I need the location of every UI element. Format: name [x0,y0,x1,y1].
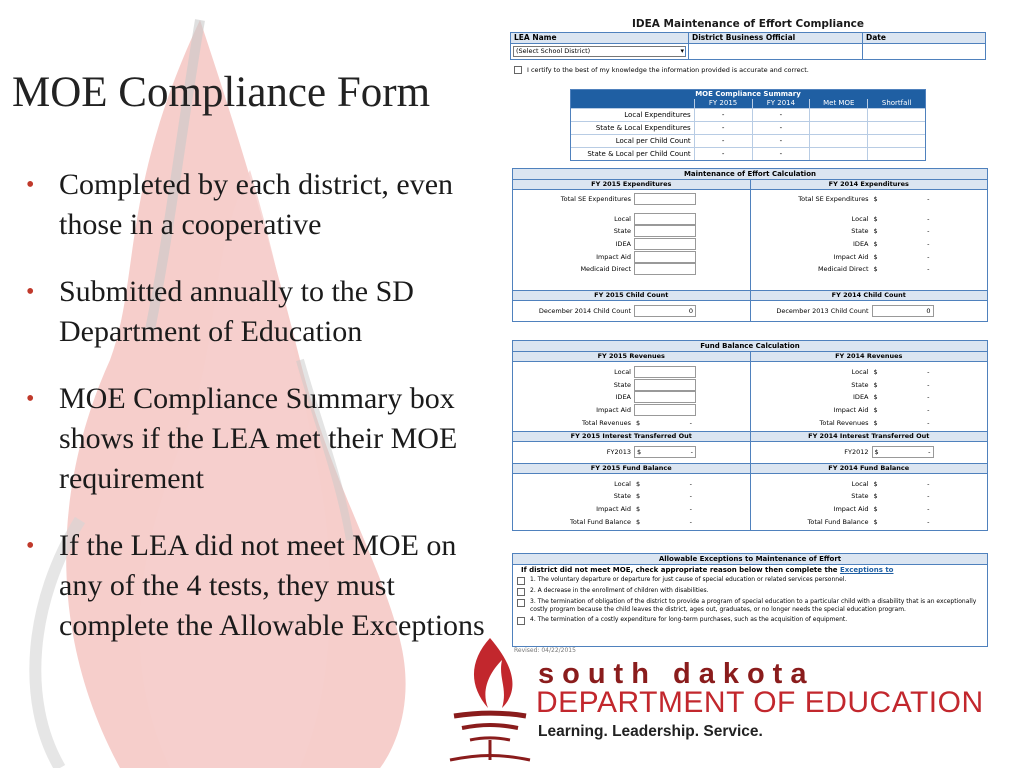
lea-select[interactable]: (Select School District) ▾ [513,46,686,57]
sd-doe-logo [440,630,1024,768]
summary-col-blank [571,99,694,108]
value: $ - [873,418,930,427]
calc-title: Maintenance of Effort Calculation [513,169,987,180]
rev-idea-input[interactable] [634,391,696,403]
business-official-label: District Business Official [689,33,863,43]
exception-item [513,615,987,626]
value: $ - [636,479,692,488]
interest-input[interactable]: $ - [634,446,696,458]
line-label: Local [851,368,869,377]
moe-form-screenshot [510,16,986,656]
value: $ - [636,505,692,514]
line-label: State [613,492,631,501]
value: $ - [873,517,930,526]
summary-value: - [752,109,810,121]
value: $ - [873,479,930,488]
value: $ - [873,505,930,514]
value: $ - [873,492,930,501]
value: $ - [636,492,692,501]
rev-state-input[interactable] [634,379,696,391]
fy2015-expenditures [513,180,750,321]
summary-value: - [694,135,752,147]
fy2015-rev-header: FY 2015 Revenues [513,352,750,362]
fy2015-fund [513,352,750,530]
fy2015-cc-header: FY 2015 Child Count [513,290,750,301]
logo-line-2: DEPARTMENT OF EDUCATION [536,686,984,719]
cc-label: December 2013 Child Count [776,306,869,315]
summary-row-label: State & Local per Child Count [587,150,691,158]
summary-col-fy2015: FY 2015 [694,99,752,108]
summary-shortfall [867,148,925,160]
summary-col-fy2014: FY 2014 [752,99,810,108]
interest-input[interactable]: $ - [872,446,934,458]
exceptions-instruction [513,565,987,575]
state-input[interactable] [634,225,696,237]
total-se-label: Total SE Expenditures [560,195,631,204]
fund-balance-section [512,340,988,531]
summary-columns [571,99,925,108]
date-input[interactable] [863,44,983,59]
rev-local-input[interactable] [634,366,696,378]
fy2014-fund [750,352,988,530]
bullet-item: • If the LEA did not meet MOE on any of the 4 tests, they must complete the Allowable Exceptions [26,526,496,646]
value: $ - [873,252,930,261]
fy2015-exp-header: FY 2015 Expenditures [513,180,750,190]
exception-checkbox[interactable] [517,588,525,596]
fy2014-int-header: FY 2014 Interest Transferred Out [751,431,988,442]
summary-col-shortfall: Shortfall [867,99,925,108]
total-rev-label: Total Revenues [582,418,631,427]
line-label: Medicaid Direct [580,265,631,274]
page-title: MOE Compliance Form [12,69,431,116]
line-label: Local [614,368,631,377]
line-label: Impact Aid [833,505,869,514]
summary-row [571,134,925,147]
certify-checkbox[interactable] [514,66,522,74]
fy2014-exp-header: FY 2014 Expenditures [751,180,988,190]
instruction-text: If district did not meet MOE, check appropriate reason below then complete the [521,566,838,574]
moe-calculation-section [512,168,988,322]
line-label: IDEA [615,240,631,249]
medicaid-input[interactable] [634,263,696,275]
summary-shortfall [867,135,925,147]
bullet-list [26,165,496,673]
value: $ - [636,517,692,526]
summary-value: - [694,122,752,134]
summary-value: - [752,122,810,134]
local-input[interactable] [634,213,696,225]
total-se-input[interactable] [634,193,696,205]
line-label: State [851,380,869,389]
total-fb-label: Total Fund Balance [570,517,631,526]
total-rev-label: Total Revenues [819,418,869,427]
exception-checkbox[interactable] [517,599,525,607]
exception-checkbox[interactable] [517,617,525,625]
logo-tagline: Learning. Leadership. Service. [538,723,763,740]
line-label: Local [614,479,631,488]
idea-input[interactable] [634,238,696,250]
exception-text: 3. The termination of obligation of the district to provide a program of special education to a particular child with a disability that is an exceptionally costly program because the child leaves the district, ages out, graduates, or no longer needs the special education program. [530,598,977,613]
line-label: IDEA [615,393,631,402]
summary-shortfall [867,122,925,134]
bullet-item: • Completed by each district, even those in a cooperative [26,165,496,245]
line-label: State [851,492,869,501]
form-header-row [510,32,986,44]
fy2015-fb-header: FY 2015 Fund Balance [513,463,750,474]
rev-impact-aid-input[interactable] [634,404,696,416]
fund-title: Fund Balance Calculation [513,341,987,352]
line-label: Medicaid Direct [817,265,869,274]
summary-row [571,147,925,160]
form-input-row [510,44,986,60]
bullet-item: • Submitted annually to the SD Department of Education [26,272,496,352]
line-label: State [851,227,869,236]
value: $ - [873,380,930,389]
compliance-summary [570,89,926,161]
value: $ - [873,214,930,223]
exception-text: 2. A decrease in the enrollment of children with disabilities. [530,587,709,594]
exception-text: 4. The termination of a costly expenditure for long-term purchases, such as the acquisition of equipment. [530,616,848,623]
summary-value: - [694,109,752,121]
summary-value: - [752,148,810,160]
exception-item [513,597,987,615]
value: $ - [873,265,930,274]
line-label: State [613,380,631,389]
logo-line-1: south dakota [538,658,815,690]
lea-name-label: LEA Name [511,33,689,43]
exception-checkbox[interactable] [517,577,525,585]
business-official-input[interactable] [689,44,863,59]
revised-date: Revised: 04/22/2015 [514,647,576,654]
date-label: Date [866,33,886,42]
fy2015-int-header: FY 2015 Interest Transferred Out [513,431,750,442]
summary-row [571,121,925,134]
certify-row [510,65,986,75]
total-fb-label: Total Fund Balance [807,517,869,526]
summary-col-met: Met MOE [809,99,867,108]
line-label: Impact Aid [596,252,631,261]
child-count-input[interactable]: 0 [634,305,696,317]
value: $ - [873,406,930,415]
summary-met [809,148,867,160]
fy2014-fb-header: FY 2014 Fund Balance [751,463,988,474]
summary-value: - [752,135,810,147]
summary-row-label: Local per Child Count [615,137,691,145]
summary-shortfall [867,109,925,121]
summary-met [809,135,867,147]
total-se-label: Total SE Expenditures [798,195,869,204]
line-label: Local [851,479,869,488]
fy2014-cc-header: FY 2014 Child Count [751,290,988,301]
value: $ - [636,418,692,427]
line-label: IDEA [853,393,869,402]
line-label: Impact Aid [596,505,631,514]
int-label: FY2012 [844,448,869,457]
fy2014-expenditures [750,180,988,321]
total-se-value: $ - [873,195,930,204]
int-label: FY2013 [606,448,631,457]
value: $ - [873,368,930,377]
exceptions-link[interactable]: Exceptions to [839,566,894,574]
summary-row [571,108,925,121]
summary-met [809,109,867,121]
summary-value: - [694,148,752,160]
summary-row-label: Local Expenditures [624,111,691,119]
line-label: State [613,227,631,236]
value: $ - [873,393,930,402]
value: $ - [873,227,930,236]
child-count-value: 0 [872,305,934,317]
line-label: IDEA [853,240,869,249]
line-label: Local [614,214,631,223]
line-label: Impact Aid [833,406,869,415]
line-label: Local [851,214,869,223]
exception-text: 1. The voluntary departure or departure for just cause of special education or related services personnel. [530,576,847,583]
form-title: IDEA Maintenance of Effort Compliance [631,18,865,30]
cc-label: December 2014 Child Count [538,306,631,315]
value: $ - [873,240,930,249]
fy2014-rev-header: FY 2014 Revenues [751,352,988,362]
certify-text: I certify to the best of my knowledge the information provided is accurate and correct. [527,66,809,74]
torch-icon [440,630,540,768]
exception-item [513,586,987,597]
summary-met [809,122,867,134]
summary-row-label: State & Local Expenditures [595,124,691,132]
summary-title: MOE Compliance Summary [571,90,925,99]
line-label: Impact Aid [833,252,869,261]
exception-item [513,575,987,586]
exceptions-title: Allowable Exceptions to Maintenance of Effort [513,554,987,565]
line-label: Impact Aid [596,406,631,415]
impact-aid-input[interactable] [634,251,696,263]
bullet-item: • MOE Compliance Summary box shows if the LEA met their MOE requirement [26,379,496,499]
